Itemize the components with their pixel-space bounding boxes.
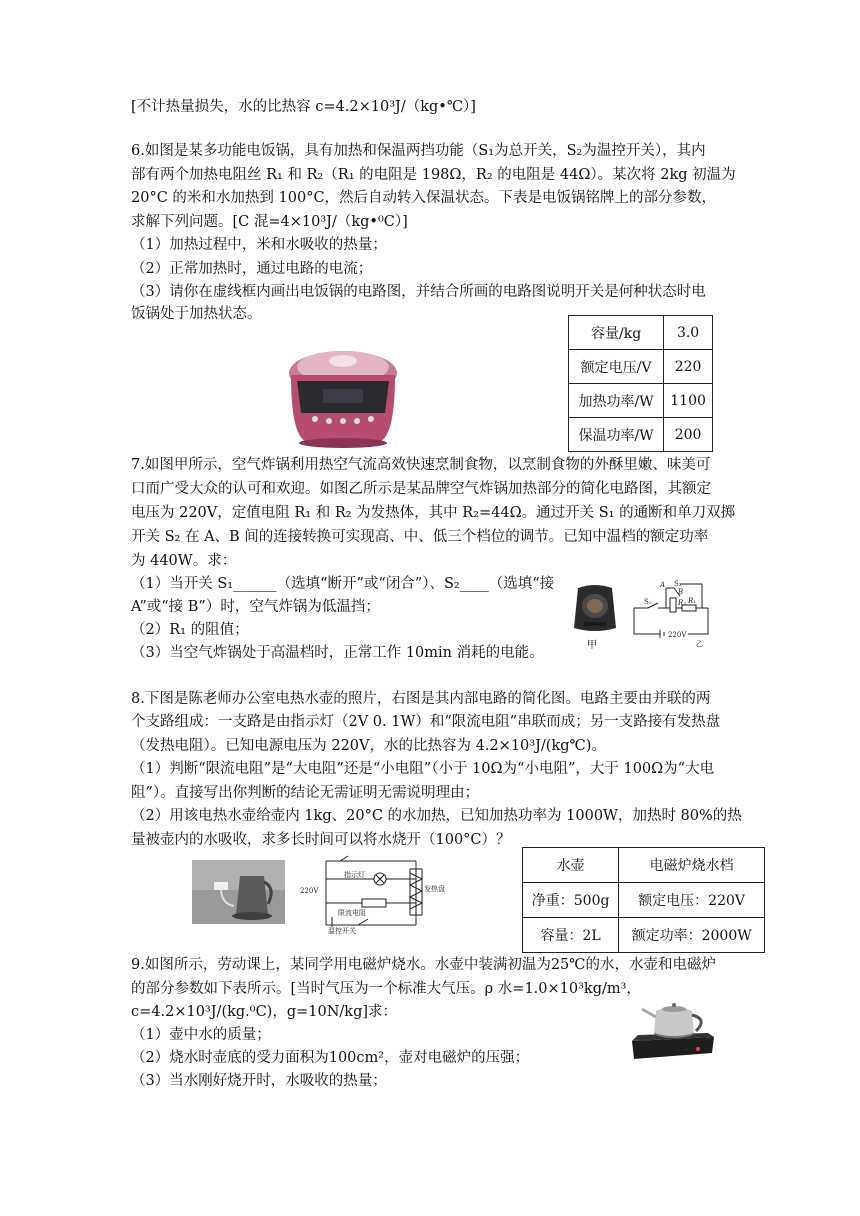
table-cell: 额定功率：2000W bbox=[619, 918, 765, 953]
table-cell: 220 bbox=[664, 350, 713, 384]
fig8-lamp: 指示灯 bbox=[344, 871, 365, 879]
text-line: 口而广受大众的认可和欢迎。如图乙所示是某品牌空气炸锅加热部分的简化电路图，其额定 bbox=[131, 481, 711, 497]
text-line: （发热电阻）。已知电源电压为 220V，水的比热容为 4.2×10³J/(kg℃)。 bbox=[131, 738, 606, 754]
air-fryer-circuit-diagram bbox=[630, 578, 715, 648]
fig8-voltage: 220V bbox=[300, 887, 319, 895]
text-line: 阻”）。直接写出你判断的结论无需证明无需说明理由； bbox=[131, 785, 480, 801]
fig7-r2: R₂ bbox=[678, 599, 687, 607]
table-cell: 加热功率/W bbox=[569, 384, 664, 418]
text-line: A”或“接 B”）时，空气炸锅为低温挡； bbox=[131, 599, 380, 615]
fig7-r1: R₁ bbox=[688, 597, 697, 605]
fig7-a: A bbox=[660, 581, 666, 589]
text-line: 电压为 220V，定值电阻 R₁ 和 R₂ 为发热体，其中 R₂=44Ω。通过开关 S₁ 的通断和单刀双掷 bbox=[131, 505, 736, 521]
table-row bbox=[569, 418, 713, 452]
text-line: （3）当水刚好烧开时，水吸收的热量； bbox=[131, 1073, 387, 1089]
kettle-photo bbox=[192, 860, 285, 924]
text-line: 求解下列问题。[C 混=4×10³J/（kg•⁰C）] bbox=[131, 214, 408, 230]
table-cell: 额定电压：220V bbox=[619, 883, 765, 918]
text-line: 8.下图是陈老师办公室电热水壶的照片，右图是其内部电路的简化图。电路主要由并联的两 bbox=[131, 691, 711, 707]
rice-cooker-image bbox=[285, 333, 401, 453]
text-line: 个支路组成：一支路是由指示灯（2V 0. 1W）和“限流电阻”串联而成；另一支路接有发热盘 bbox=[131, 714, 721, 730]
table-cell: 净重：500g bbox=[523, 883, 619, 918]
text-line: 的部分参数如下表所示。[当时气压为一个标准大气压。ρ 水=1.0×10³kg/m³， bbox=[131, 981, 641, 997]
fig8-heater: 发热盘 bbox=[424, 885, 445, 893]
text-line: （2）烧水时壶底的受力面积为100cm²，壶对电磁炉的压强； bbox=[131, 1050, 530, 1066]
fig8-resistor: 限流电阻 bbox=[338, 909, 366, 917]
table-cell: 容量/kg bbox=[569, 316, 664, 350]
table-cell: 额定电压/V bbox=[569, 350, 664, 384]
table-cell: 容量：2L bbox=[523, 918, 619, 953]
table-cell: 1100 bbox=[664, 384, 713, 418]
text-line: （3）当空气炸锅处于高温档时，正常工作 10min 消耗的电能。 bbox=[131, 645, 544, 661]
table-header-cell: 电磁炉烧水档 bbox=[619, 848, 765, 883]
table-cell: 3.0 bbox=[664, 316, 713, 350]
text-line: c=4.2×10³J/(kg.⁰C)，g=10N/kg]求： bbox=[131, 1004, 398, 1020]
table-row bbox=[569, 384, 713, 418]
fig7-b: B bbox=[678, 588, 684, 596]
table-row bbox=[523, 883, 765, 918]
table-header-row bbox=[523, 848, 765, 883]
text-line: 20°C 的米和水加热到 100°C，然后自动转入保温状态。下表是电饭锅铭牌上的部分参数， bbox=[131, 190, 717, 206]
text-line: （1）加热过程中，米和水吸收的热量； bbox=[131, 237, 387, 253]
table-row bbox=[569, 316, 713, 350]
fig7-s1: S₁ bbox=[644, 598, 652, 606]
fig7-s2: S₂ bbox=[674, 580, 682, 588]
text-line: 量被壶内的水吸收，求多长时间可以将水烧开（100°C）？ bbox=[131, 832, 511, 848]
fig7-label-yi: 乙 bbox=[696, 640, 703, 648]
text-line: [不计热量损失，水的比热容 c=4.2×10³J/（kg•℃）] bbox=[131, 99, 476, 115]
text-line: 饭锅处于加热状态。 bbox=[131, 306, 262, 322]
kettle-circuit-diagram bbox=[298, 855, 468, 935]
fig8-switch: 温控开关 bbox=[328, 927, 356, 935]
air-fryer-image bbox=[570, 582, 620, 637]
text-line: （1）壶中水的质量； bbox=[131, 1027, 271, 1043]
text-line: （3）请你在虚线框内画出电饭锅的电路图，并结合所画的电路图说明开关是何种状态时电 bbox=[131, 284, 706, 300]
text-line: 部有两个加热电阻丝 R₁ 和 R₂（R₁ 的电阻是 198Ω，R₂ 的电阻是 44Ω）。某次将 2kg 初温为 bbox=[131, 167, 736, 183]
text-line: 开关 S₂ 在 A、B 间的连接转换可实现高、中、低三个档位的调节。已知中温档的额定功率 bbox=[131, 529, 709, 545]
table-row bbox=[523, 918, 765, 953]
text-line: 7.如图甲所示，空气炸锅利用热空气流高效快速烹制食物，以烹制食物的外酥里嫩、味美可 bbox=[131, 457, 711, 473]
table-header-cell: 水壶 bbox=[523, 848, 619, 883]
table-row bbox=[569, 350, 713, 384]
kettle-params-table bbox=[522, 847, 765, 953]
text-line: （1）判断“限流电阻”是“大电阻”还是“小电阻”（小于 10Ω为“小电阻”，大于 100Ω为“大电 bbox=[131, 761, 715, 777]
text-line: （2）R₁ 的阻值； bbox=[131, 622, 249, 638]
table-cell: 200 bbox=[664, 418, 713, 452]
table-cell: 保温功率/W bbox=[569, 418, 664, 452]
text-line: 9.如图所示，劳动课上，某同学用电磁炉烧水。水壶中装满初温为25℃的水，水壶和电磁炉 bbox=[131, 957, 717, 973]
text-line: （1）当开关 S₁______（选填“断开”或“闭合”）、S₂____（选填“接 bbox=[131, 576, 555, 592]
text-line: （2）正常加热时，通过电路的电流； bbox=[131, 261, 373, 277]
text-line: 为 440W。求： bbox=[131, 553, 237, 569]
text-line: （2）用该电热水壶给壶内 1kg、20°C 的水加热，已知加热功率为 1000W，加热时 80%的热 bbox=[131, 808, 742, 824]
fig7-voltage: 220V bbox=[668, 631, 687, 639]
induction-stove-image bbox=[628, 997, 718, 1063]
fig-label-jia: 甲 bbox=[587, 640, 597, 651]
text-line: 6.如图是某多功能电饭锅，具有加热和保温两挡功能（S₁为总开关，S₂为温控开关），其内 bbox=[131, 143, 706, 159]
rice-cooker-params-table bbox=[568, 315, 713, 452]
